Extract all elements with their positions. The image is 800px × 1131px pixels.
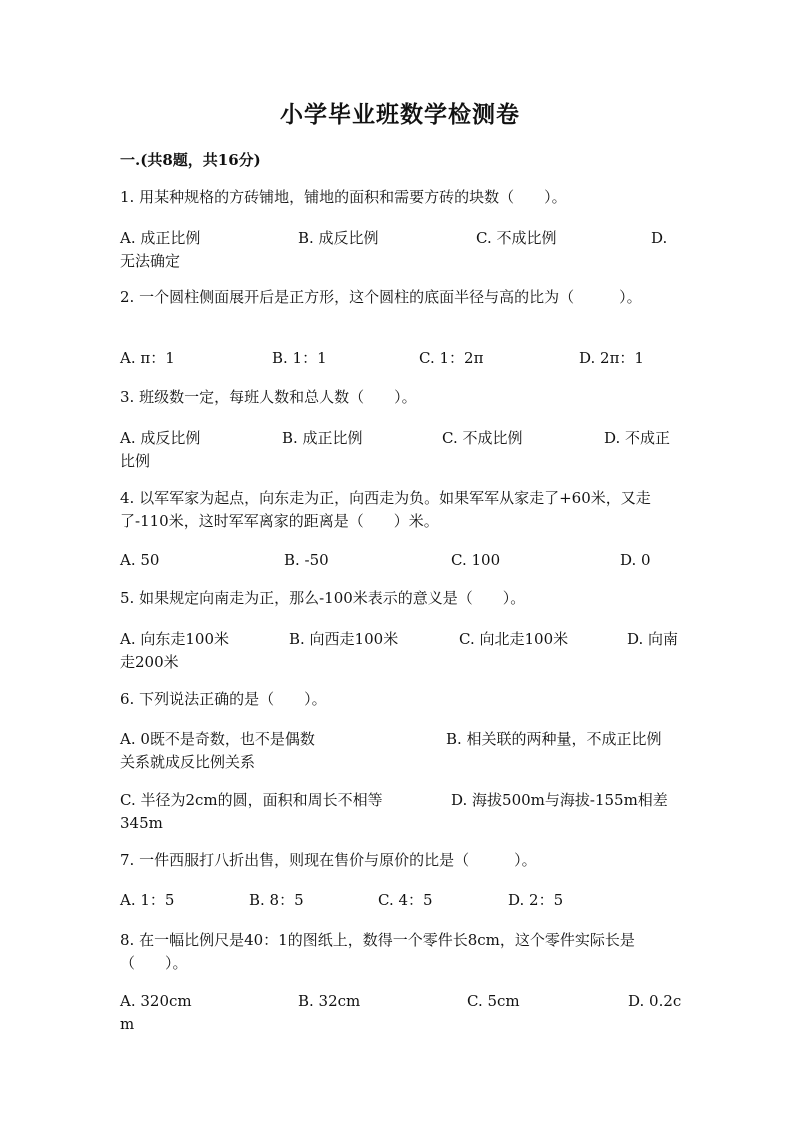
q6-option-d-wrap: 345m [120,814,163,832]
q5-option-d: D. 向南 [627,630,679,648]
question-1-stem: 1. 用某种规格的方砖铺地，铺地的面积和需要方砖的块数（ ）。 [120,188,567,206]
page-title: 小学毕业班数学检测卷 [280,101,520,128]
q2-option-c: C. 1：2π [419,349,484,367]
q4-option-a: A. 50 [120,551,160,569]
q3-option-c: C. 不成比例 [442,429,523,447]
q3-option-d-wrap: 比例 [120,452,151,470]
q7-option-b: B. 8：5 [249,891,304,909]
question-6-options-cd [120,789,680,835]
q5-option-b: B. 向西走100米 [289,630,399,648]
q7-option-c: C. 4：5 [378,891,433,909]
q2-option-d: D. 2π：1 [579,349,644,367]
q6-option-b: B. 相关联的两种量，不成正比例 [446,730,662,748]
q3-option-d: D. 不成正 [604,429,671,447]
q6-option-d: D. 海拔500m与海拔-155m相差 [451,791,668,809]
q5-option-c: C. 向北走100米 [459,630,569,648]
q8-option-d: D. 0.2c [628,992,682,1010]
question-7-stem: 7. 一件西服打八折出售，则现在售价与原价的比是（ ）。 [120,851,537,869]
question-8-stem: 8. 在一幅比例尺是40：1的图纸上，数得一个零件长8cm，这个零件实际长是（ ）。 [120,931,635,972]
q6-option-c: C. 半径为2cm的圆，面积和周长不相等 [120,791,383,809]
q8-option-c: C. 5cm [467,992,520,1010]
question-1-options [120,227,680,273]
question-3-stem: 3. 班级数一定，每班人数和总人数（ ）。 [120,388,417,406]
question-4-stem: 4. 以军军家为起点，向东走为正，向西走为负。如果军军从家走了+60米，又走了-110米，这时军军离家的距离是（ ）米。 [120,489,651,530]
q4-option-c: C. 100 [451,551,501,569]
q4-option-d: D. 0 [620,551,651,569]
q1-option-d-wrap: 无法确定 [120,252,181,270]
question-8-options [120,990,680,1036]
q2-option-a: A. π：1 [120,349,175,367]
question-6-stem: 6. 下列说法正确的是（ ）。 [120,690,327,708]
q3-option-a: A. 成反比例 [120,429,201,447]
q8-option-a: A. 320cm [120,992,192,1010]
q5-option-d-wrap: 走200米 [120,653,179,671]
q5-option-a: A. 向东走100米 [120,630,229,648]
q6-option-b-wrap: 关系就成反比例关系 [120,753,256,771]
q6-option-a: A. 0既不是奇数，也不是偶数 [120,730,315,748]
q8-option-d-wrap: m [120,1015,135,1033]
q1-option-c: C. 不成比例 [476,229,557,247]
question-3-options [120,427,680,473]
q3-option-b: B. 成正比例 [282,429,363,447]
q7-option-a: A. 1：5 [120,891,175,909]
q1-option-d: D. [651,229,668,247]
question-6-options-ab [120,728,680,774]
section-heading: 一.(共8题，共16分) [120,151,261,169]
q4-option-b: B. -50 [284,551,329,569]
q1-option-a: A. 成正比例 [120,229,201,247]
q1-option-b: B. 成反比例 [298,229,379,247]
q2-option-b: B. 1：1 [272,349,327,367]
q8-option-b: B. 32cm [298,992,361,1010]
question-2-stem: 2. 一个圆柱侧面展开后是正方形，这个圆柱的底面半径与高的比为（ ）。 [120,288,642,306]
question-5-options [120,628,680,674]
q7-option-d: D. 2：5 [508,891,564,909]
question-5-stem: 5. 如果规定向南走为正，那么-100米表示的意义是（ ）。 [120,589,526,607]
